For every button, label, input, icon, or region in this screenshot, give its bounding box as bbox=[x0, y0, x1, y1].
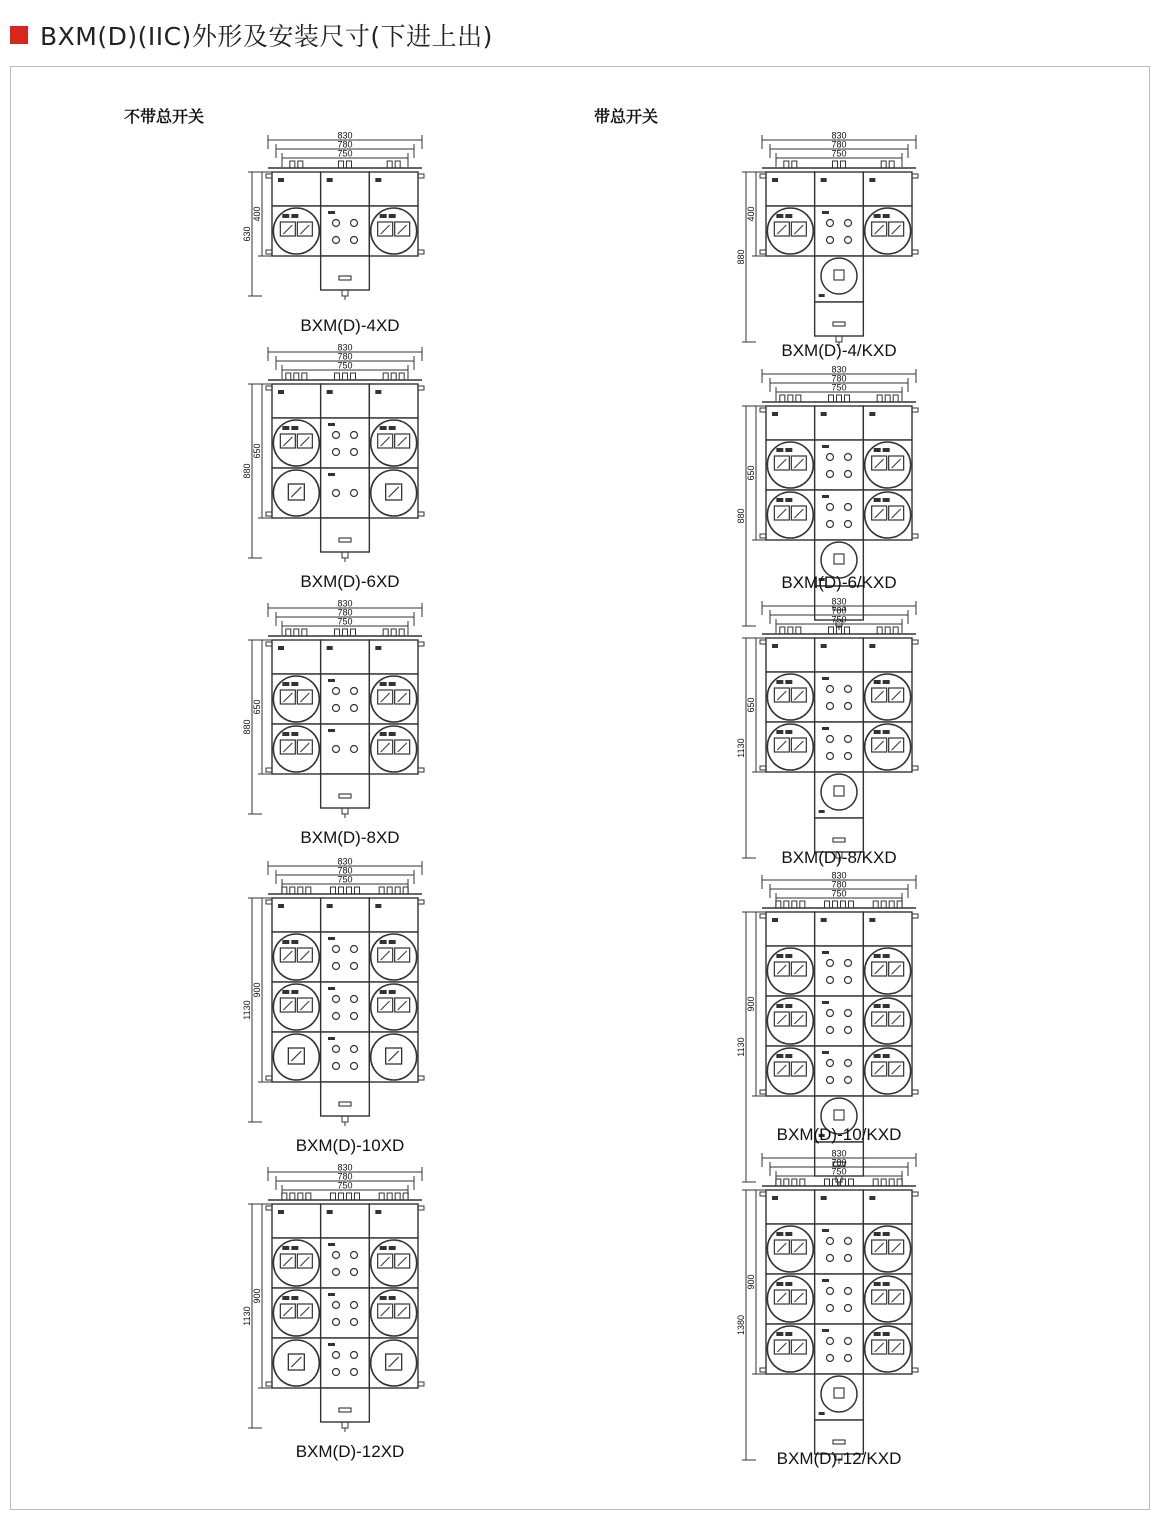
model-label: BXM(D)-4XD bbox=[300, 316, 400, 335]
svg-text:1380: 1380 bbox=[736, 1314, 746, 1336]
drawing-4xd bbox=[240, 128, 450, 315]
model-label: BXM(D)-12XD bbox=[295, 1442, 405, 1461]
svg-text:880: 880 bbox=[736, 508, 746, 524]
svg-text:830: 830 bbox=[337, 130, 353, 141]
drawing-12xd bbox=[240, 1160, 450, 1447]
svg-text:830: 830 bbox=[831, 130, 847, 141]
model-label: BXM(D)-12/KXD bbox=[776, 1449, 902, 1468]
svg-text:780: 780 bbox=[337, 1171, 353, 1182]
svg-text:750: 750 bbox=[831, 148, 847, 159]
svg-text:830: 830 bbox=[337, 598, 353, 609]
svg-text:830: 830 bbox=[831, 870, 847, 881]
svg-text:750: 750 bbox=[831, 382, 847, 393]
svg-text:630: 630 bbox=[242, 226, 252, 242]
svg-text:750: 750 bbox=[337, 874, 353, 885]
enclosure-drawing-svg bbox=[240, 596, 450, 828]
enclosure-drawing-svg bbox=[734, 1146, 944, 1480]
drawing-8-kxd bbox=[734, 594, 944, 883]
svg-text:400: 400 bbox=[746, 206, 756, 222]
page-header bbox=[10, 18, 493, 52]
title-marker-icon bbox=[10, 26, 28, 44]
drawing-12-kxd bbox=[734, 1146, 944, 1485]
svg-text:1130: 1130 bbox=[242, 1000, 252, 1020]
drawing-8xd bbox=[240, 596, 450, 833]
svg-text:650: 650 bbox=[746, 465, 756, 481]
svg-text:750: 750 bbox=[831, 888, 847, 899]
svg-text:780: 780 bbox=[337, 865, 353, 876]
svg-text:880: 880 bbox=[736, 249, 746, 265]
column-heading-left: 不带总开关 bbox=[124, 107, 205, 126]
svg-text:900: 900 bbox=[252, 1288, 262, 1304]
model-label: BXM(D)-8XD bbox=[300, 828, 400, 847]
svg-text:750: 750 bbox=[831, 1166, 847, 1177]
svg-text:750: 750 bbox=[831, 614, 847, 625]
svg-text:830: 830 bbox=[831, 364, 847, 375]
svg-text:1130: 1130 bbox=[736, 738, 746, 758]
drawing-4-kxd bbox=[734, 128, 944, 367]
svg-text:780: 780 bbox=[831, 605, 847, 616]
svg-text:830: 830 bbox=[337, 1162, 353, 1173]
model-label: BXM(D)-8/KXD bbox=[781, 848, 897, 867]
enclosure-drawing-svg bbox=[734, 594, 944, 878]
model-label: BXM(D)-6XD bbox=[300, 572, 400, 591]
svg-text:900: 900 bbox=[746, 1274, 756, 1290]
svg-text:780: 780 bbox=[831, 879, 847, 890]
svg-text:650: 650 bbox=[252, 699, 262, 715]
svg-text:650: 650 bbox=[746, 697, 756, 713]
svg-text:830: 830 bbox=[337, 856, 353, 867]
svg-text:650: 650 bbox=[252, 443, 262, 459]
svg-text:780: 780 bbox=[337, 607, 353, 618]
svg-text:900: 900 bbox=[252, 982, 262, 998]
svg-text:830: 830 bbox=[831, 596, 847, 607]
content-frame bbox=[10, 66, 1150, 1510]
svg-text:750: 750 bbox=[337, 616, 353, 627]
svg-text:880: 880 bbox=[242, 463, 252, 479]
enclosure-drawing-svg bbox=[240, 340, 450, 572]
enclosure-drawing-svg bbox=[240, 128, 450, 310]
svg-text:780: 780 bbox=[831, 139, 847, 150]
svg-text:830: 830 bbox=[337, 342, 353, 353]
model-label: BXM(D)-6/KXD bbox=[781, 573, 897, 592]
column-heading-right: 带总开关 bbox=[594, 107, 659, 126]
model-label: BXM(D)-4/KXD bbox=[781, 341, 897, 360]
svg-text:1130: 1130 bbox=[242, 1306, 252, 1326]
model-label: BXM(D)-10/KXD bbox=[776, 1125, 902, 1144]
page-title: BXM(D)(IIC)外形及安装尺寸(下进上出) bbox=[40, 22, 493, 51]
svg-text:1130: 1130 bbox=[736, 1037, 746, 1057]
enclosure-drawing-svg bbox=[734, 128, 944, 362]
enclosure-drawing-svg bbox=[240, 854, 450, 1136]
svg-text:780: 780 bbox=[831, 1157, 847, 1168]
svg-text:780: 780 bbox=[337, 351, 353, 362]
svg-text:780: 780 bbox=[337, 139, 353, 150]
svg-text:900: 900 bbox=[746, 996, 756, 1012]
svg-text:750: 750 bbox=[337, 360, 353, 371]
drawing-10xd bbox=[240, 854, 450, 1141]
drawing-6xd bbox=[240, 340, 450, 577]
enclosure-drawing-svg bbox=[240, 1160, 450, 1442]
svg-text:880: 880 bbox=[242, 719, 252, 735]
svg-text:750: 750 bbox=[337, 1180, 353, 1191]
svg-text:750: 750 bbox=[337, 148, 353, 159]
svg-text:780: 780 bbox=[831, 373, 847, 384]
model-label: BXM(D)-10XD bbox=[295, 1136, 405, 1155]
svg-text:400: 400 bbox=[252, 206, 262, 222]
svg-text:830: 830 bbox=[831, 1148, 847, 1159]
